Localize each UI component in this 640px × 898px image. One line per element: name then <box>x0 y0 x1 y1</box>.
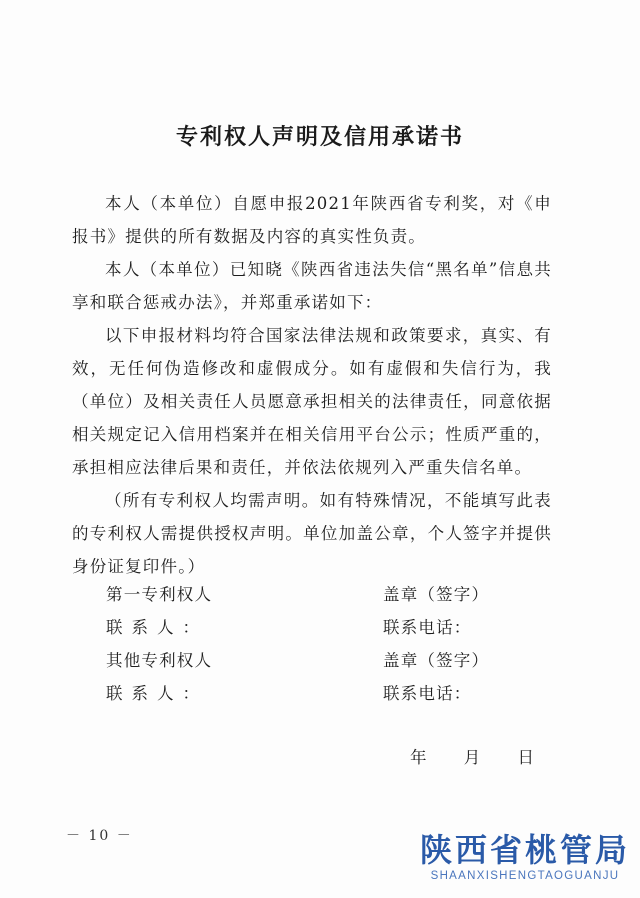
watermark-title: 陕西省桃管局 <box>419 831 630 869</box>
paragraph-acknowledgement: 本人（本单位）已知晓《陕西省违法失信“黑名单”信息共享和联合惩戒办法》，并郑重承诺如下： <box>72 260 552 312</box>
phone-label-2: 联系电话： <box>383 684 472 703</box>
paragraph-note: （所有专利权人均需声明。如有特殊情况，不能填写此表的专利权人需提供授权声明。单位加盖公章，个人签字并提供身份证复印件。） <box>72 491 552 576</box>
other-holders-label: 其他专利权人 <box>106 651 213 670</box>
watermark-subtitle: SHAANXISHENGTAOGUANJU <box>430 870 620 882</box>
paragraph-declaration: 本人（本单位）自愿申报2021年陕西省专利奖，对《申报书》提供的所有数据及内容的真实性负责。 <box>72 194 552 246</box>
contact-label-1: 联系人： <box>106 618 208 637</box>
date-year: 年 <box>410 748 428 767</box>
phone-label-1: 联系电话： <box>383 618 472 637</box>
date-line <box>410 744 553 768</box>
document-title: 专利权人声明及信用承诺书 <box>175 124 464 150</box>
seal-sign-label-1: 盖章（签字） <box>383 585 490 604</box>
paragraph-commitment: 以下申报材料均符合国家法律法规和政策要求，真实、有效，无任何伪造修改和虚假成分。如有虚假和失信行为，我（单位）及相关责任人员愿意承担相关的法律责任，同意依据相关规定记入信用档案并在相关信用平台公示；性质严重的，承担相应法律后果和责任，并依法依规列入严重失信名单。 <box>72 326 552 477</box>
date-day: 日 <box>517 748 535 767</box>
page-number: － 10 － <box>66 828 133 844</box>
contact-label-2: 联系人： <box>106 684 208 703</box>
date-month: 月 <box>463 748 482 767</box>
first-holder-label: 第一专利权人 <box>106 585 213 604</box>
watermark <box>420 832 630 882</box>
seal-sign-label-2: 盖章（签字） <box>383 651 490 670</box>
